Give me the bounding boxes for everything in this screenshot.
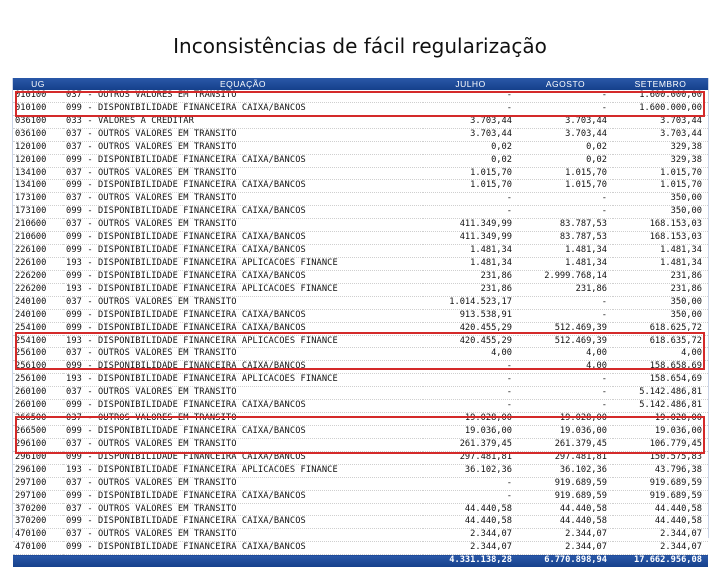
row-agosto-cell: 919.689,59 bbox=[518, 490, 613, 503]
row-setembro-cell: 329,38 bbox=[613, 154, 708, 167]
row-agosto-cell: 83.787,53 bbox=[518, 232, 613, 245]
row-julho-cell: 231,86 bbox=[423, 270, 518, 283]
row-julho-cell: 411.349,99 bbox=[423, 232, 518, 245]
totals-cell-ug bbox=[13, 555, 63, 567]
row-equacao-cell: 099 - DISPONIBILIDADE FINANCEIRA CAIXA/BANCOS bbox=[63, 245, 423, 258]
row-ug-cell: 120100 bbox=[13, 141, 63, 154]
row-equacao-cell: 037 - OUTROS VALORES EM TRANSITO bbox=[63, 387, 423, 400]
row-equacao-cell: 099 - DISPONIBILIDADE FINANCEIRA CAIXA/BANCOS bbox=[63, 270, 423, 283]
row-ug-cell: 036100 bbox=[13, 115, 63, 128]
table-row bbox=[13, 387, 708, 400]
row-julho-cell: 297.481,81 bbox=[423, 451, 518, 464]
row-agosto-cell: - bbox=[518, 102, 613, 115]
row-setembro-cell: 1.015,70 bbox=[613, 180, 708, 193]
row-ug-cell: 010100 bbox=[13, 90, 63, 102]
table-row bbox=[13, 348, 708, 361]
table-row bbox=[13, 206, 708, 219]
inconsistency-table-container bbox=[12, 78, 709, 566]
row-agosto-cell: 0,02 bbox=[518, 154, 613, 167]
row-setembro-cell: 1.481,34 bbox=[613, 245, 708, 258]
row-ug-cell: 260100 bbox=[13, 387, 63, 400]
row-ug-cell: 226200 bbox=[13, 283, 63, 296]
row-equacao-cell: 099 - DISPONIBILIDADE FINANCEIRA CAIXA/BANCOS bbox=[63, 232, 423, 245]
column-header-julho: JULHO bbox=[423, 78, 518, 90]
row-julho-cell: - bbox=[423, 90, 518, 102]
inconsistency-table bbox=[13, 78, 708, 567]
row-julho-cell: - bbox=[423, 361, 518, 374]
row-ug-cell: 266500 bbox=[13, 425, 63, 438]
row-equacao-cell: 099 - DISPONIBILIDADE FINANCEIRA CAIXA/BANCOS bbox=[63, 451, 423, 464]
table-row bbox=[13, 425, 708, 438]
table-row bbox=[13, 309, 708, 322]
row-setembro-cell: 5.142.486,81 bbox=[613, 387, 708, 400]
row-julho-cell: - bbox=[423, 206, 518, 219]
table-row bbox=[13, 438, 708, 451]
row-equacao-cell: 037 - OUTROS VALORES EM TRANSITO bbox=[63, 503, 423, 516]
row-equacao-cell: 193 - DISPONIBILIDADE FINANCEIRA APLICACOES FINANCE bbox=[63, 283, 423, 296]
table-row bbox=[13, 141, 708, 154]
row-equacao-cell: 099 - DISPONIBILIDADE FINANCEIRA CAIXA/BANCOS bbox=[63, 425, 423, 438]
table-row bbox=[13, 283, 708, 296]
table-row bbox=[13, 245, 708, 258]
row-ug-cell: 296100 bbox=[13, 438, 63, 451]
row-agosto-cell: 297.481,81 bbox=[518, 451, 613, 464]
row-agosto-cell: 0,02 bbox=[518, 141, 613, 154]
row-setembro-cell: 44.440,58 bbox=[613, 503, 708, 516]
table-row bbox=[13, 128, 708, 141]
row-equacao-cell: 037 - OUTROS VALORES EM TRANSITO bbox=[63, 477, 423, 490]
row-setembro-cell: 168.153,03 bbox=[613, 219, 708, 232]
table-row bbox=[13, 90, 708, 102]
row-julho-cell: - bbox=[423, 490, 518, 503]
row-agosto-cell: 3.703,44 bbox=[518, 115, 613, 128]
row-setembro-cell: 19.028,00 bbox=[613, 413, 708, 426]
table-row bbox=[13, 154, 708, 167]
row-agosto-cell: 2.344,07 bbox=[518, 529, 613, 542]
row-setembro-cell: 1.015,70 bbox=[613, 167, 708, 180]
table-row bbox=[13, 102, 708, 115]
row-julho-cell: - bbox=[423, 400, 518, 413]
row-setembro-cell: 158.658,69 bbox=[613, 361, 708, 374]
row-ug-cell: 296100 bbox=[13, 451, 63, 464]
row-ug-cell: 254100 bbox=[13, 335, 63, 348]
row-setembro-cell: 231,86 bbox=[613, 270, 708, 283]
row-julho-cell: 420.455,29 bbox=[423, 322, 518, 335]
row-julho-cell: 44.440,58 bbox=[423, 516, 518, 529]
row-equacao-cell: 099 - DISPONIBILIDADE FINANCEIRA CAIXA/BANCOS bbox=[63, 309, 423, 322]
row-setembro-cell: 350,00 bbox=[613, 309, 708, 322]
row-julho-cell: 4,00 bbox=[423, 348, 518, 361]
row-agosto-cell: 36.102,36 bbox=[518, 464, 613, 477]
row-agosto-cell: 4,00 bbox=[518, 361, 613, 374]
row-equacao-cell: 099 - DISPONIBILIDADE FINANCEIRA CAIXA/BANCOS bbox=[63, 361, 423, 374]
table-row bbox=[13, 542, 708, 555]
row-setembro-cell: 158.654,69 bbox=[613, 374, 708, 387]
row-equacao-cell: 099 - DISPONIBILIDADE FINANCEIRA CAIXA/BANCOS bbox=[63, 490, 423, 503]
table-row bbox=[13, 374, 708, 387]
row-setembro-cell: 919.689,59 bbox=[613, 477, 708, 490]
row-ug-cell: 370200 bbox=[13, 516, 63, 529]
table-row bbox=[13, 257, 708, 270]
row-agosto-cell: 512.469,39 bbox=[518, 322, 613, 335]
row-equacao-cell: 037 - OUTROS VALORES EM TRANSITO bbox=[63, 296, 423, 309]
row-setembro-cell: 1.481,34 bbox=[613, 257, 708, 270]
row-setembro-cell: 43.796,38 bbox=[613, 464, 708, 477]
row-equacao-cell: 037 - OUTROS VALORES EM TRANSITO bbox=[63, 219, 423, 232]
column-header-agosto: AGOSTO bbox=[518, 78, 613, 90]
row-equacao-cell: 099 - DISPONIBILIDADE FINANCEIRA CAIXA/BANCOS bbox=[63, 180, 423, 193]
table-row bbox=[13, 451, 708, 464]
row-setembro-cell: 106.779,45 bbox=[613, 438, 708, 451]
row-agosto-cell: - bbox=[518, 387, 613, 400]
table-row bbox=[13, 219, 708, 232]
table-row bbox=[13, 361, 708, 374]
row-julho-cell: - bbox=[423, 387, 518, 400]
row-agosto-cell: - bbox=[518, 193, 613, 206]
row-julho-cell: 1.015,70 bbox=[423, 180, 518, 193]
row-ug-cell: 210600 bbox=[13, 219, 63, 232]
row-julho-cell: 2.344,07 bbox=[423, 529, 518, 542]
table-row bbox=[13, 503, 708, 516]
table-row bbox=[13, 115, 708, 128]
row-equacao-cell: 037 - OUTROS VALORES EM TRANSITO bbox=[63, 128, 423, 141]
row-setembro-cell: 4,00 bbox=[613, 348, 708, 361]
row-equacao-cell: 193 - DISPONIBILIDADE FINANCEIRA APLICACOES FINANCE bbox=[63, 335, 423, 348]
row-equacao-cell: 099 - DISPONIBILIDADE FINANCEIRA CAIXA/BANCOS bbox=[63, 542, 423, 555]
total-setembro: 17.662.956,08 bbox=[613, 555, 708, 567]
row-julho-cell: 1.015,70 bbox=[423, 167, 518, 180]
row-setembro-cell: 2.344,07 bbox=[613, 542, 708, 555]
table-row bbox=[13, 464, 708, 477]
row-agosto-cell: - bbox=[518, 374, 613, 387]
row-equacao-cell: 037 - OUTROS VALORES EM TRANSITO bbox=[63, 141, 423, 154]
row-ug-cell: 173100 bbox=[13, 206, 63, 219]
row-setembro-cell: 150.575,83 bbox=[613, 451, 708, 464]
row-agosto-cell: 261.379,45 bbox=[518, 438, 613, 451]
row-ug-cell: 297100 bbox=[13, 477, 63, 490]
row-agosto-cell: - bbox=[518, 296, 613, 309]
table-row bbox=[13, 232, 708, 245]
row-equacao-cell: 037 - OUTROS VALORES EM TRANSITO bbox=[63, 90, 423, 102]
row-agosto-cell: 44.440,58 bbox=[518, 516, 613, 529]
row-setembro-cell: 350,00 bbox=[613, 193, 708, 206]
row-ug-cell: 260100 bbox=[13, 400, 63, 413]
row-ug-cell: 226200 bbox=[13, 270, 63, 283]
row-ug-cell: 120100 bbox=[13, 154, 63, 167]
row-setembro-cell: 231,86 bbox=[613, 283, 708, 296]
row-equacao-cell: 099 - DISPONIBILIDADE FINANCEIRA CAIXA/BANCOS bbox=[63, 516, 423, 529]
row-agosto-cell: - bbox=[518, 400, 613, 413]
row-ug-cell: 226100 bbox=[13, 245, 63, 258]
table-row bbox=[13, 193, 708, 206]
row-setembro-cell: 329,38 bbox=[613, 141, 708, 154]
row-julho-cell: 420.455,29 bbox=[423, 335, 518, 348]
total-julho: 4.331.138,28 bbox=[423, 555, 518, 567]
row-julho-cell: 1.481,34 bbox=[423, 245, 518, 258]
row-julho-cell: 19.036,00 bbox=[423, 425, 518, 438]
row-equacao-cell: 193 - DISPONIBILIDADE FINANCEIRA APLICACOES FINANCE bbox=[63, 374, 423, 387]
row-agosto-cell: 1.481,34 bbox=[518, 257, 613, 270]
row-agosto-cell: 19.028,00 bbox=[518, 413, 613, 426]
totals-cell-equacao bbox=[63, 555, 423, 567]
row-julho-cell: 0,02 bbox=[423, 141, 518, 154]
row-ug-cell: 470100 bbox=[13, 542, 63, 555]
row-julho-cell: 1.014.523,17 bbox=[423, 296, 518, 309]
column-header-equacao: EQUAÇÃO bbox=[63, 78, 423, 90]
column-header-ug: UG bbox=[13, 78, 63, 90]
table-row bbox=[13, 400, 708, 413]
row-julho-cell: 1.481,34 bbox=[423, 257, 518, 270]
row-setembro-cell: 350,00 bbox=[613, 296, 708, 309]
row-equacao-cell: 099 - DISPONIBILIDADE FINANCEIRA CAIXA/BANCOS bbox=[63, 206, 423, 219]
row-julho-cell: 36.102,36 bbox=[423, 464, 518, 477]
table-row bbox=[13, 413, 708, 426]
row-agosto-cell: 1.015,70 bbox=[518, 180, 613, 193]
row-ug-cell: 470100 bbox=[13, 529, 63, 542]
row-julho-cell: 231,86 bbox=[423, 283, 518, 296]
row-julho-cell: 411.349,99 bbox=[423, 219, 518, 232]
column-header-setembro: SETEMBRO bbox=[613, 78, 708, 90]
row-agosto-cell: 19.036,00 bbox=[518, 425, 613, 438]
row-agosto-cell: 83.787,53 bbox=[518, 219, 613, 232]
row-ug-cell: 254100 bbox=[13, 322, 63, 335]
table-row bbox=[13, 296, 708, 309]
row-ug-cell: 297100 bbox=[13, 490, 63, 503]
row-setembro-cell: 3.703,44 bbox=[613, 128, 708, 141]
row-ug-cell: 266500 bbox=[13, 413, 63, 426]
row-ug-cell: 296100 bbox=[13, 464, 63, 477]
row-ug-cell: 036100 bbox=[13, 128, 63, 141]
row-ug-cell: 256100 bbox=[13, 348, 63, 361]
row-ug-cell: 173100 bbox=[13, 193, 63, 206]
row-julho-cell: 261.379,45 bbox=[423, 438, 518, 451]
row-ug-cell: 370200 bbox=[13, 503, 63, 516]
row-agosto-cell: 919.689,59 bbox=[518, 477, 613, 490]
row-equacao-cell: 099 - DISPONIBILIDADE FINANCEIRA CAIXA/BANCOS bbox=[63, 102, 423, 115]
row-equacao-cell: 099 - DISPONIBILIDADE FINANCEIRA CAIXA/BANCOS bbox=[63, 154, 423, 167]
row-setembro-cell: 1.600.000,00 bbox=[613, 102, 708, 115]
row-agosto-cell: 1.481,34 bbox=[518, 245, 613, 258]
table-row bbox=[13, 322, 708, 335]
row-agosto-cell: 3.703,44 bbox=[518, 128, 613, 141]
table-header-row bbox=[13, 78, 708, 90]
row-setembro-cell: 19.036,00 bbox=[613, 425, 708, 438]
row-agosto-cell: 512.469,39 bbox=[518, 335, 613, 348]
row-agosto-cell: 2.344,07 bbox=[518, 542, 613, 555]
row-equacao-cell: 099 - DISPONIBILIDADE FINANCEIRA CAIXA/BANCOS bbox=[63, 400, 423, 413]
row-agosto-cell: 2.999.768,14 bbox=[518, 270, 613, 283]
row-equacao-cell: 037 - OUTROS VALORES EM TRANSITO bbox=[63, 193, 423, 206]
row-agosto-cell: - bbox=[518, 309, 613, 322]
row-equacao-cell: 033 - VALORES A CREDITAR bbox=[63, 115, 423, 128]
row-agosto-cell: 4,00 bbox=[518, 348, 613, 361]
row-ug-cell: 256100 bbox=[13, 361, 63, 374]
row-setembro-cell: 350,00 bbox=[613, 206, 708, 219]
table-row bbox=[13, 529, 708, 542]
table-row bbox=[13, 477, 708, 490]
row-setembro-cell: 618.635,72 bbox=[613, 335, 708, 348]
row-equacao-cell: 037 - OUTROS VALORES EM TRANSITO bbox=[63, 529, 423, 542]
row-equacao-cell: 037 - OUTROS VALORES EM TRANSITO bbox=[63, 348, 423, 361]
row-equacao-cell: 099 - DISPONIBILIDADE FINANCEIRA CAIXA/BANCOS bbox=[63, 322, 423, 335]
row-setembro-cell: 3.703,44 bbox=[613, 115, 708, 128]
row-julho-cell: 913.538,91 bbox=[423, 309, 518, 322]
row-julho-cell: 3.703,44 bbox=[423, 128, 518, 141]
row-equacao-cell: 037 - OUTROS VALORES EM TRANSITO bbox=[63, 438, 423, 451]
row-julho-cell: 2.344,07 bbox=[423, 542, 518, 555]
row-setembro-cell: 5.142.486,81 bbox=[613, 400, 708, 413]
row-ug-cell: 226100 bbox=[13, 257, 63, 270]
row-equacao-cell: 193 - DISPONIBILIDADE FINANCEIRA APLICACOES FINANCE bbox=[63, 257, 423, 270]
row-agosto-cell: 44.440,58 bbox=[518, 503, 613, 516]
row-julho-cell: 19.028,00 bbox=[423, 413, 518, 426]
row-agosto-cell: 1.015,70 bbox=[518, 167, 613, 180]
row-ug-cell: 256100 bbox=[13, 374, 63, 387]
row-equacao-cell: 193 - DISPONIBILIDADE FINANCEIRA APLICACOES FINANCE bbox=[63, 464, 423, 477]
row-julho-cell: 44.440,58 bbox=[423, 503, 518, 516]
row-julho-cell: - bbox=[423, 193, 518, 206]
row-setembro-cell: 168.153,03 bbox=[613, 232, 708, 245]
table-row bbox=[13, 180, 708, 193]
row-agosto-cell: - bbox=[518, 90, 613, 102]
row-julho-cell: 0,02 bbox=[423, 154, 518, 167]
row-ug-cell: 240100 bbox=[13, 296, 63, 309]
row-setembro-cell: 2.344,07 bbox=[613, 529, 708, 542]
row-agosto-cell: - bbox=[518, 206, 613, 219]
row-setembro-cell: 1.600.000,00 bbox=[613, 90, 708, 102]
row-equacao-cell: 037 - OUTROS VALORES EM TRANSITO bbox=[63, 167, 423, 180]
row-ug-cell: 134100 bbox=[13, 167, 63, 180]
table-row bbox=[13, 270, 708, 283]
row-ug-cell: 010100 bbox=[13, 102, 63, 115]
row-setembro-cell: 618.625,72 bbox=[613, 322, 708, 335]
row-equacao-cell: 037 - OUTROS VALORES EM TRANSITO bbox=[63, 413, 423, 426]
row-julho-cell: - bbox=[423, 374, 518, 387]
row-julho-cell: - bbox=[423, 102, 518, 115]
table-totals-row bbox=[13, 555, 708, 567]
row-ug-cell: 210600 bbox=[13, 232, 63, 245]
row-setembro-cell: 44.440,58 bbox=[613, 516, 708, 529]
row-setembro-cell: 919.689,59 bbox=[613, 490, 708, 503]
table-row bbox=[13, 490, 708, 503]
row-agosto-cell: 231,86 bbox=[518, 283, 613, 296]
table-row bbox=[13, 167, 708, 180]
row-ug-cell: 134100 bbox=[13, 180, 63, 193]
row-julho-cell: - bbox=[423, 477, 518, 490]
page-title: Inconsistências de fácil regularização bbox=[173, 34, 547, 58]
total-agosto: 6.770.898,94 bbox=[518, 555, 613, 567]
row-ug-cell: 240100 bbox=[13, 309, 63, 322]
table-body bbox=[13, 90, 708, 555]
table-row bbox=[13, 335, 708, 348]
row-julho-cell: 3.703,44 bbox=[423, 115, 518, 128]
table-row bbox=[13, 516, 708, 529]
